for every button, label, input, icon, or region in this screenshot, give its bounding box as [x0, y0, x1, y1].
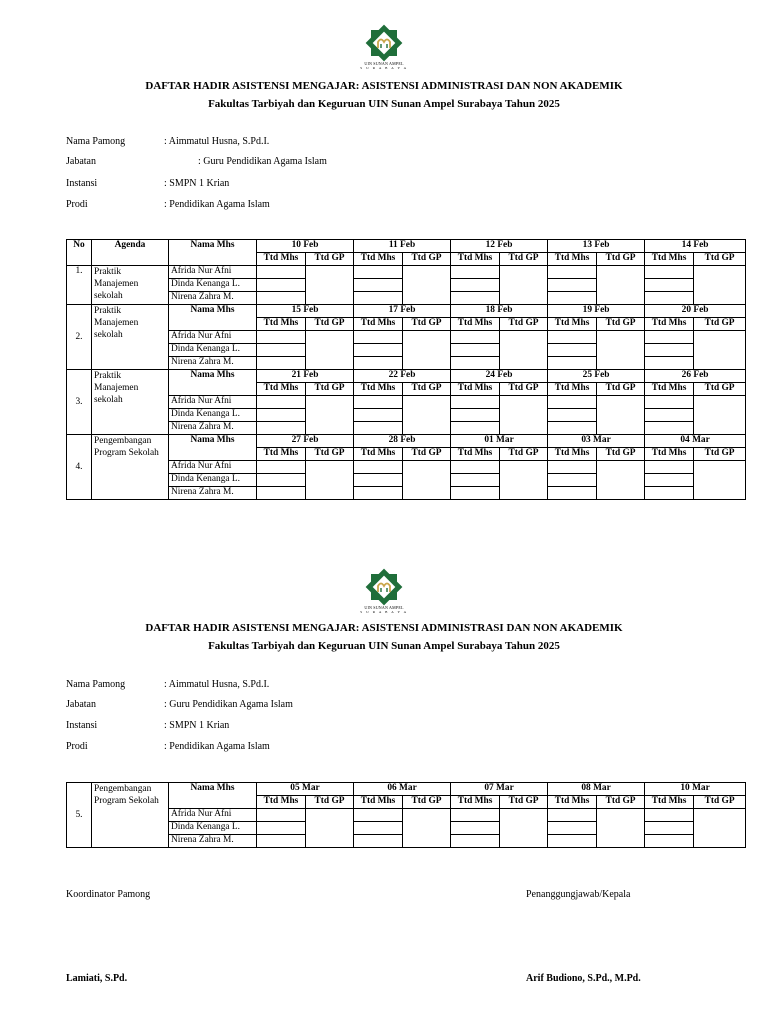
signature-cell-mhs[interactable]: [548, 266, 597, 279]
signature-cell-mhs[interactable]: [645, 835, 694, 848]
subheader-ttd-mhs: Ttd Mhs: [354, 383, 403, 396]
signature-cell-mhs[interactable]: [548, 461, 597, 474]
header-date: 24 Feb: [451, 370, 548, 383]
signature-cell-gp[interactable]: [597, 266, 645, 305]
value-instansi: : SMPN 1 Krian: [164, 720, 230, 731]
signature-cell-gp[interactable]: [403, 396, 451, 435]
table-row: [67, 266, 746, 279]
header-date: 12 Feb: [451, 240, 548, 253]
signature-cell-gp[interactable]: [403, 809, 451, 848]
signature-cell-mhs[interactable]: [257, 422, 306, 435]
signature-cell-mhs[interactable]: [451, 396, 500, 409]
block-header-row: [67, 370, 746, 383]
header-nama-mhs: Nama Mhs: [169, 370, 257, 396]
logo-text-line1: UIN SUNAN AMPEL: [364, 61, 404, 66]
signature-cell-mhs[interactable]: [548, 835, 597, 848]
header-date: 18 Feb: [451, 305, 548, 318]
signature-cell-gp[interactable]: [597, 396, 645, 435]
signature-cell-mhs[interactable]: [548, 422, 597, 435]
signature-cell-mhs[interactable]: [451, 357, 500, 370]
signature-cell-mhs[interactable]: [354, 357, 403, 370]
block-header-row: [67, 305, 746, 318]
signature-cell-mhs[interactable]: [354, 809, 403, 822]
attendance-table-2: [66, 782, 746, 848]
subheader-ttd-gp: Ttd GP: [500, 448, 548, 461]
table-row: [67, 461, 746, 474]
subheader-ttd-mhs: Ttd Mhs: [645, 318, 694, 331]
signature-cell-gp[interactable]: [597, 809, 645, 848]
student-name: Afrida Nur Afni: [169, 266, 257, 279]
university-logo: [354, 24, 414, 70]
subheader-ttd-gp: Ttd GP: [403, 448, 451, 461]
signature-cell-mhs[interactable]: [451, 331, 500, 344]
signature-cell-mhs[interactable]: [548, 487, 597, 500]
signature-cell-mhs[interactable]: [548, 357, 597, 370]
subheader-ttd-mhs: Ttd Mhs: [451, 318, 500, 331]
row-number: 1.: [67, 266, 92, 305]
header-date: 10 Feb: [257, 240, 354, 253]
row-agenda: Praktik Manajemen sekolah: [92, 370, 169, 435]
signature-cell-mhs[interactable]: [645, 487, 694, 500]
block-header-row: [67, 783, 746, 796]
subheader-ttd-gp: Ttd GP: [403, 318, 451, 331]
header-date: 10 Mar: [645, 783, 746, 796]
subheader-ttd-mhs: Ttd Mhs: [451, 383, 500, 396]
signature-cell-mhs[interactable]: [354, 279, 403, 292]
subheader-ttd-gp: Ttd GP: [306, 448, 354, 461]
subheader-ttd-gp: Ttd GP: [597, 253, 645, 266]
signature-cell-mhs[interactable]: [354, 474, 403, 487]
student-name: Nirena Zahra M.: [169, 292, 257, 305]
signature-cell-mhs[interactable]: [257, 409, 306, 422]
signature-cell-mhs[interactable]: [451, 809, 500, 822]
subheader-ttd-gp: Ttd GP: [694, 383, 746, 396]
subheader-ttd-mhs: Ttd Mhs: [354, 796, 403, 809]
subheader-ttd-mhs: Ttd Mhs: [645, 253, 694, 266]
header-date: 13 Feb: [548, 240, 645, 253]
subheader-ttd-gp: Ttd GP: [694, 796, 746, 809]
signature-cell-mhs[interactable]: [645, 292, 694, 305]
student-name: Nirena Zahra M.: [169, 422, 257, 435]
signature-cell-mhs[interactable]: [354, 409, 403, 422]
student-name: Dinda Kenanga L.: [169, 474, 257, 487]
signature-left-role: Koordinator Pamong: [66, 889, 151, 900]
value-nama-pamong: : Aimmatul Husna, S.Pd.I.: [164, 679, 270, 690]
subheader-ttd-gp: Ttd GP: [500, 318, 548, 331]
signature-cell-mhs[interactable]: [257, 279, 306, 292]
student-name: Dinda Kenanga L.: [169, 279, 257, 292]
signature-cell-mhs[interactable]: [257, 357, 306, 370]
signature-cell-gp[interactable]: [694, 461, 746, 500]
signature-cell-mhs[interactable]: [451, 822, 500, 835]
subheader-ttd-mhs: Ttd Mhs: [548, 253, 597, 266]
signature-right-role: Penanggungjawab/Kepala: [526, 889, 631, 900]
header-date: 14 Feb: [645, 240, 746, 253]
signature-cell-mhs[interactable]: [645, 409, 694, 422]
value-prodi: : Pendidikan Agama Islam: [164, 741, 270, 752]
signature-cell-gp[interactable]: [306, 266, 354, 305]
value-jabatan: : Guru Pendidikan Agama Islam: [164, 699, 293, 710]
signature-cell-gp[interactable]: [306, 331, 354, 370]
subheader-ttd-mhs: Ttd Mhs: [451, 448, 500, 461]
student-name: Afrida Nur Afni: [169, 461, 257, 474]
student-name: Afrida Nur Afni: [169, 331, 257, 344]
signature-cell-gp[interactable]: [306, 809, 354, 848]
table-row: [67, 331, 746, 344]
subheader-ttd-gp: Ttd GP: [306, 253, 354, 266]
subheader-ttd-gp: Ttd GP: [500, 796, 548, 809]
subheader-ttd-mhs: Ttd Mhs: [451, 796, 500, 809]
header-nama-mhs: Nama Mhs: [169, 435, 257, 461]
signature-cell-mhs[interactable]: [548, 822, 597, 835]
label-prodi: Prodi: [66, 199, 88, 210]
header-date: 25 Feb: [548, 370, 645, 383]
label-nama-pamong: Nama Pamong: [66, 136, 126, 147]
value-nama-pamong: : Aimmatul Husna, S.Pd.I.: [164, 136, 270, 147]
subheader-ttd-gp: Ttd GP: [403, 796, 451, 809]
signature-cell-gp[interactable]: [597, 461, 645, 500]
header-date: 06 Mar: [354, 783, 451, 796]
subheader-ttd-mhs: Ttd Mhs: [257, 383, 306, 396]
subheader-ttd-mhs: Ttd Mhs: [354, 318, 403, 331]
signature-cell-mhs[interactable]: [451, 279, 500, 292]
signature-cell-gp[interactable]: [500, 331, 548, 370]
table-header-row: [67, 240, 746, 253]
value-jabatan: : Guru Pendidikan Agama Islam: [198, 156, 327, 167]
subheader-ttd-mhs: Ttd Mhs: [645, 383, 694, 396]
attendance-table: [66, 239, 746, 500]
header-date: 21 Feb: [257, 370, 354, 383]
signature-cell-mhs[interactable]: [645, 422, 694, 435]
subheader-ttd-gp: Ttd GP: [597, 796, 645, 809]
signature-cell-mhs[interactable]: [645, 279, 694, 292]
signature-cell-mhs[interactable]: [645, 344, 694, 357]
header-date: 11 Feb: [354, 240, 451, 253]
student-name: Nirena Zahra M.: [169, 357, 257, 370]
university-logo-page2: [354, 568, 414, 614]
label-nama-pamong: Nama Pamong: [66, 679, 126, 690]
subheader-ttd-gp: Ttd GP: [306, 318, 354, 331]
header-agenda: Agenda: [92, 240, 169, 266]
signature-cell-mhs[interactable]: [548, 331, 597, 344]
logo-text-line1: UIN SUNAN AMPEL: [364, 605, 404, 610]
subheader-ttd-mhs: Ttd Mhs: [257, 318, 306, 331]
signature-cell-gp[interactable]: [694, 266, 746, 305]
student-name: Dinda Kenanga L.: [169, 409, 257, 422]
signature-cell-mhs[interactable]: [354, 344, 403, 357]
signature-cell-gp[interactable]: [500, 809, 548, 848]
signature-cell-mhs[interactable]: [451, 474, 500, 487]
label-instansi: Instansi: [66, 720, 98, 731]
signature-cell-mhs[interactable]: [548, 409, 597, 422]
label-prodi: Prodi: [66, 741, 88, 752]
signature-cell-mhs[interactable]: [548, 292, 597, 305]
subheader-ttd-gp: Ttd GP: [306, 796, 354, 809]
subheader-ttd-gp: Ttd GP: [597, 383, 645, 396]
student-name: Nirena Zahra M.: [169, 835, 257, 848]
header-date: 03 Mar: [548, 435, 645, 448]
signature-cell-mhs[interactable]: [451, 266, 500, 279]
value-instansi: : SMPN 1 Krian: [164, 178, 230, 189]
table-row: [67, 809, 746, 822]
row-number: 5.: [67, 783, 92, 848]
header-nama-mhs: Nama Mhs: [169, 240, 257, 266]
table-row: [67, 396, 746, 409]
subheader-ttd-mhs: Ttd Mhs: [257, 796, 306, 809]
row-agenda: Praktik Manajemen sekolah: [92, 266, 169, 305]
student-name: Dinda Kenanga L.: [169, 344, 257, 357]
signature-cell-mhs[interactable]: [354, 422, 403, 435]
row-number: 2.: [67, 305, 92, 370]
signature-cell-gp[interactable]: [500, 396, 548, 435]
signature-cell-mhs[interactable]: [548, 396, 597, 409]
signature-cell-gp[interactable]: [500, 461, 548, 500]
label-jabatan: Jabatan: [66, 699, 96, 710]
signature-cell-gp[interactable]: [306, 461, 354, 500]
signature-cell-gp[interactable]: [694, 396, 746, 435]
subheader-ttd-gp: Ttd GP: [403, 253, 451, 266]
signature-cell-mhs[interactable]: [354, 487, 403, 500]
signature-cell-mhs[interactable]: [354, 292, 403, 305]
label-instansi: Instansi: [66, 178, 98, 189]
subheader-ttd-gp: Ttd GP: [597, 448, 645, 461]
subheader-ttd-gp: Ttd GP: [500, 383, 548, 396]
signature-cell-mhs[interactable]: [645, 461, 694, 474]
page-subtitle: Fakultas Tarbiyah dan Keguruan UIN Sunan Ampel Surabaya Tahun 2025: [208, 98, 560, 110]
signature-cell-mhs[interactable]: [451, 409, 500, 422]
signature-cell-mhs[interactable]: [257, 487, 306, 500]
header-date: 04 Mar: [645, 435, 746, 448]
label-jabatan: Jabatan: [66, 156, 96, 167]
signature-cell-gp[interactable]: [403, 266, 451, 305]
header-nama-mhs: Nama Mhs: [169, 783, 257, 809]
header-date: 27 Feb: [257, 435, 354, 448]
signature-cell-mhs[interactable]: [257, 461, 306, 474]
student-name: Nirena Zahra M.: [169, 487, 257, 500]
header-date: 17 Feb: [354, 305, 451, 318]
uinsa-emblem-icon: [362, 24, 406, 62]
header-date: 28 Feb: [354, 435, 451, 448]
signature-cell-mhs[interactable]: [451, 422, 500, 435]
signature-cell-mhs[interactable]: [354, 835, 403, 848]
signature-cell-mhs[interactable]: [645, 331, 694, 344]
signature-cell-mhs[interactable]: [257, 835, 306, 848]
subheader-ttd-gp: Ttd GP: [306, 383, 354, 396]
value-prodi: : Pendidikan Agama Islam: [164, 199, 270, 210]
subheader-ttd-gp: Ttd GP: [694, 318, 746, 331]
header-date: 01 Mar: [451, 435, 548, 448]
signature-cell-gp[interactable]: [500, 266, 548, 305]
subheader-ttd-mhs: Ttd Mhs: [257, 253, 306, 266]
row-number: 4.: [67, 435, 92, 500]
header-date: 05 Mar: [257, 783, 354, 796]
signature-cell-mhs[interactable]: [451, 344, 500, 357]
header-date: 26 Feb: [645, 370, 746, 383]
signature-cell-mhs[interactable]: [257, 292, 306, 305]
signature-cell-mhs[interactable]: [257, 331, 306, 344]
signature-cell-mhs[interactable]: [548, 279, 597, 292]
subheader-ttd-gp: Ttd GP: [694, 448, 746, 461]
subheader-ttd-gp: Ttd GP: [694, 253, 746, 266]
signature-cell-mhs[interactable]: [257, 344, 306, 357]
signature-left-name: Lamiati, S.Pd.: [66, 973, 128, 984]
signature-cell-mhs[interactable]: [354, 331, 403, 344]
header-date: 20 Feb: [645, 305, 746, 318]
signature-cell-mhs[interactable]: [257, 809, 306, 822]
subheader-ttd-mhs: Ttd Mhs: [548, 796, 597, 809]
signature-cell-mhs[interactable]: [257, 822, 306, 835]
block-header-row: [67, 435, 746, 448]
subheader-ttd-gp: Ttd GP: [597, 318, 645, 331]
signature-cell-gp[interactable]: [694, 331, 746, 370]
row-agenda: Pengembangan Program Sekolah: [92, 435, 169, 500]
logo-text-line2: S U R A B A Y A: [360, 66, 408, 70]
signature-cell-mhs[interactable]: [257, 474, 306, 487]
signature-cell-mhs[interactable]: [645, 822, 694, 835]
signature-cell-mhs[interactable]: [257, 396, 306, 409]
signature-cell-gp[interactable]: [403, 461, 451, 500]
signature-cell-gp[interactable]: [403, 331, 451, 370]
signature-cell-mhs[interactable]: [548, 344, 597, 357]
signature-cell-mhs[interactable]: [645, 396, 694, 409]
subheader-ttd-gp: Ttd GP: [500, 253, 548, 266]
signature-cell-mhs[interactable]: [354, 822, 403, 835]
signature-cell-mhs[interactable]: [451, 461, 500, 474]
subheader-ttd-mhs: Ttd Mhs: [645, 448, 694, 461]
signature-cell-mhs[interactable]: [354, 461, 403, 474]
signature-cell-mhs[interactable]: [451, 835, 500, 848]
header-date: 08 Mar: [548, 783, 645, 796]
student-name: Dinda Kenanga L.: [169, 822, 257, 835]
signature-cell-mhs[interactable]: [645, 357, 694, 370]
subheader-ttd-mhs: Ttd Mhs: [548, 318, 597, 331]
row-number: 3.: [67, 370, 92, 435]
signature-cell-gp[interactable]: [597, 331, 645, 370]
signature-right-name: Arif Budiono, S.Pd., M.Pd.: [526, 973, 641, 984]
header-date: 22 Feb: [354, 370, 451, 383]
student-name: Afrida Nur Afni: [169, 396, 257, 409]
uinsa-emblem-icon: [362, 568, 406, 606]
signature-cell-gp[interactable]: [694, 809, 746, 848]
signature-cell-gp[interactable]: [306, 396, 354, 435]
row-agenda: Pengembangan Program Sekolah: [92, 783, 169, 848]
signature-cell-mhs[interactable]: [548, 474, 597, 487]
signature-cell-mhs[interactable]: [354, 396, 403, 409]
row-agenda: Praktik Manajemen sekolah: [92, 305, 169, 370]
header-nama-mhs: Nama Mhs: [169, 305, 257, 331]
student-name: Afrida Nur Afni: [169, 809, 257, 822]
page-title: DAFTAR HADIR ASISTENSI MENGAJAR: ASISTENSI ADMINISTRASI DAN NON AKADEMIK: [145, 80, 623, 92]
subheader-ttd-mhs: Ttd Mhs: [645, 796, 694, 809]
header-no: No: [67, 240, 92, 266]
subheader-ttd-mhs: Ttd Mhs: [354, 253, 403, 266]
subheader-ttd-mhs: Ttd Mhs: [354, 448, 403, 461]
subheader-ttd-gp: Ttd GP: [403, 383, 451, 396]
subheader-ttd-mhs: Ttd Mhs: [257, 448, 306, 461]
logo-text-line2: S U R A B A Y A: [360, 610, 408, 614]
signature-cell-mhs[interactable]: [257, 266, 306, 279]
signature-cell-mhs[interactable]: [451, 292, 500, 305]
signature-cell-mhs[interactable]: [548, 809, 597, 822]
signature-cell-mhs[interactable]: [645, 474, 694, 487]
signature-cell-mhs[interactable]: [451, 487, 500, 500]
signature-cell-mhs[interactable]: [645, 809, 694, 822]
subheader-ttd-mhs: Ttd Mhs: [548, 448, 597, 461]
header-date: 19 Feb: [548, 305, 645, 318]
subheader-ttd-mhs: Ttd Mhs: [451, 253, 500, 266]
page-title-2: DAFTAR HADIR ASISTENSI MENGAJAR: ASISTENSI ADMINISTRASI DAN NON AKADEMIK: [145, 622, 623, 634]
header-date: 07 Mar: [451, 783, 548, 796]
signature-cell-mhs[interactable]: [645, 266, 694, 279]
subheader-ttd-mhs: Ttd Mhs: [548, 383, 597, 396]
signature-cell-mhs[interactable]: [354, 266, 403, 279]
header-date: 15 Feb: [257, 305, 354, 318]
page-subtitle-2: Fakultas Tarbiyah dan Keguruan UIN Sunan Ampel Surabaya Tahun 2025: [208, 640, 560, 652]
